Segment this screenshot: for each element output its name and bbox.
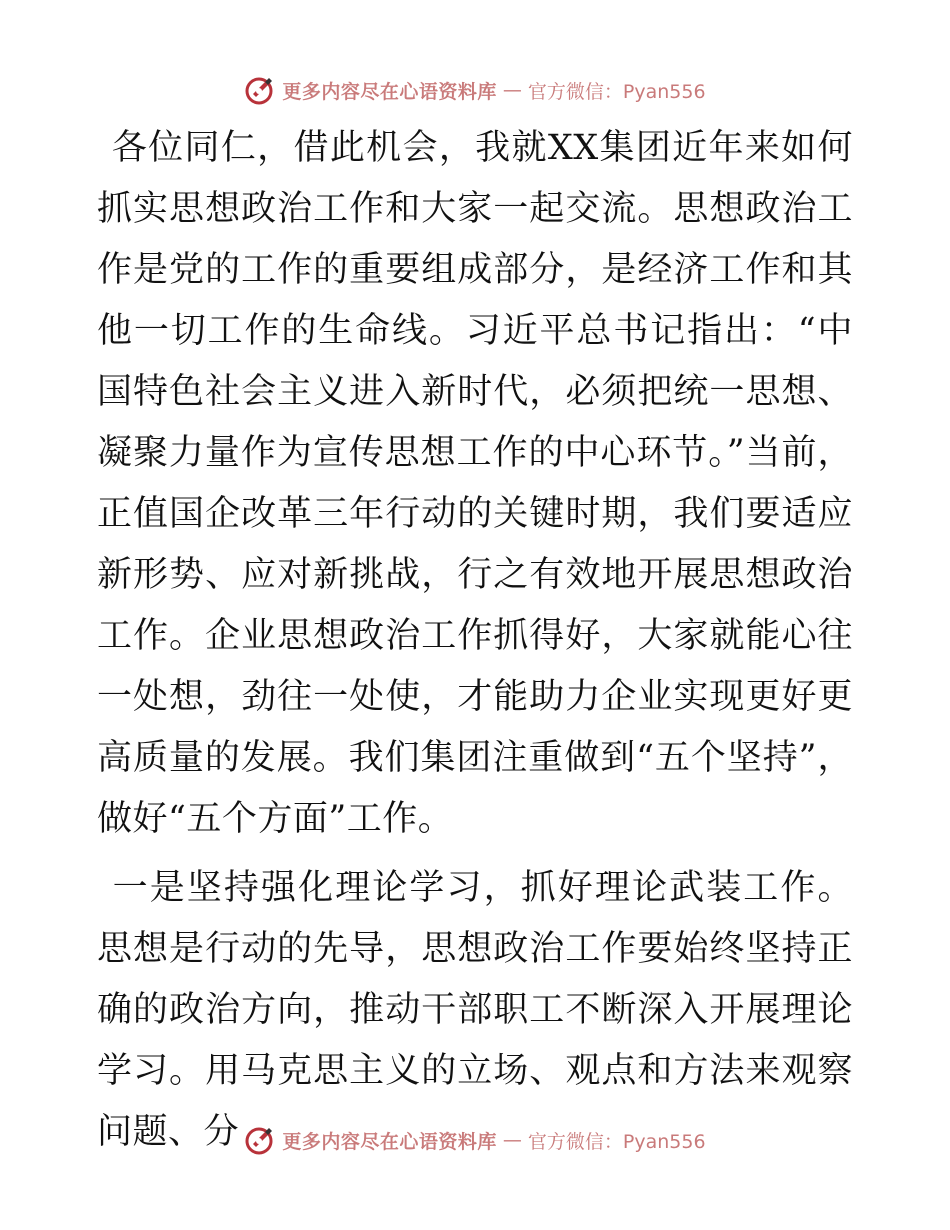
banner-dash: —	[502, 79, 522, 101]
paragraph-point-one-text: 一是坚持强化理论学习，抓好理论武装工作。思想是行动的先导，思想政治工作要始终坚持正确的政治方向，推动干部职工不断深入开展理论学习。用马克思主义的立场、观点和方法来观察问题、分	[97, 868, 853, 1152]
header-banner	[0, 70, 950, 110]
banner-dash: —	[502, 1129, 522, 1151]
paragraph-intro	[97, 118, 853, 850]
banner-contact-text: 官方微信：Pyan556	[527, 80, 706, 103]
document-body	[97, 118, 853, 1163]
banner-contact-text: 官方微信：Pyan556	[527, 1130, 706, 1153]
footer-banner	[0, 1120, 950, 1160]
banner-brand-text: 更多内容尽在心语资料库	[282, 1130, 497, 1153]
brand-logo-icon	[244, 74, 276, 106]
brand-logo-icon	[244, 1124, 276, 1156]
paragraph-intro-text: 各位同仁，借此机会，我就XX集团近年来如何抓实思想政治工作和大家一起交流。思想政治工作是党的工作的重要组成部分，是经济工作和其他一切工作的生命线。习近平总书记指出：“中国特色社会主义进入新时代，必须把统一思想、凝聚力量作为宣传思想工作的中心环节。”当前，正值国企改革三年行动的关键时期，我们要适应新形势、应对新挑战，行之有效地开展思想政治工作。企业思想政治工作抓得好，大家就能心往一处想，劲往一处使，才能助力企业实现更好更高质量的发展。我们集团注重做到“五个坚持”，做好“五个方面”工作。	[97, 128, 853, 839]
banner-brand-text: 更多内容尽在心语资料库	[282, 80, 497, 103]
paragraph-point-one	[97, 858, 853, 1163]
